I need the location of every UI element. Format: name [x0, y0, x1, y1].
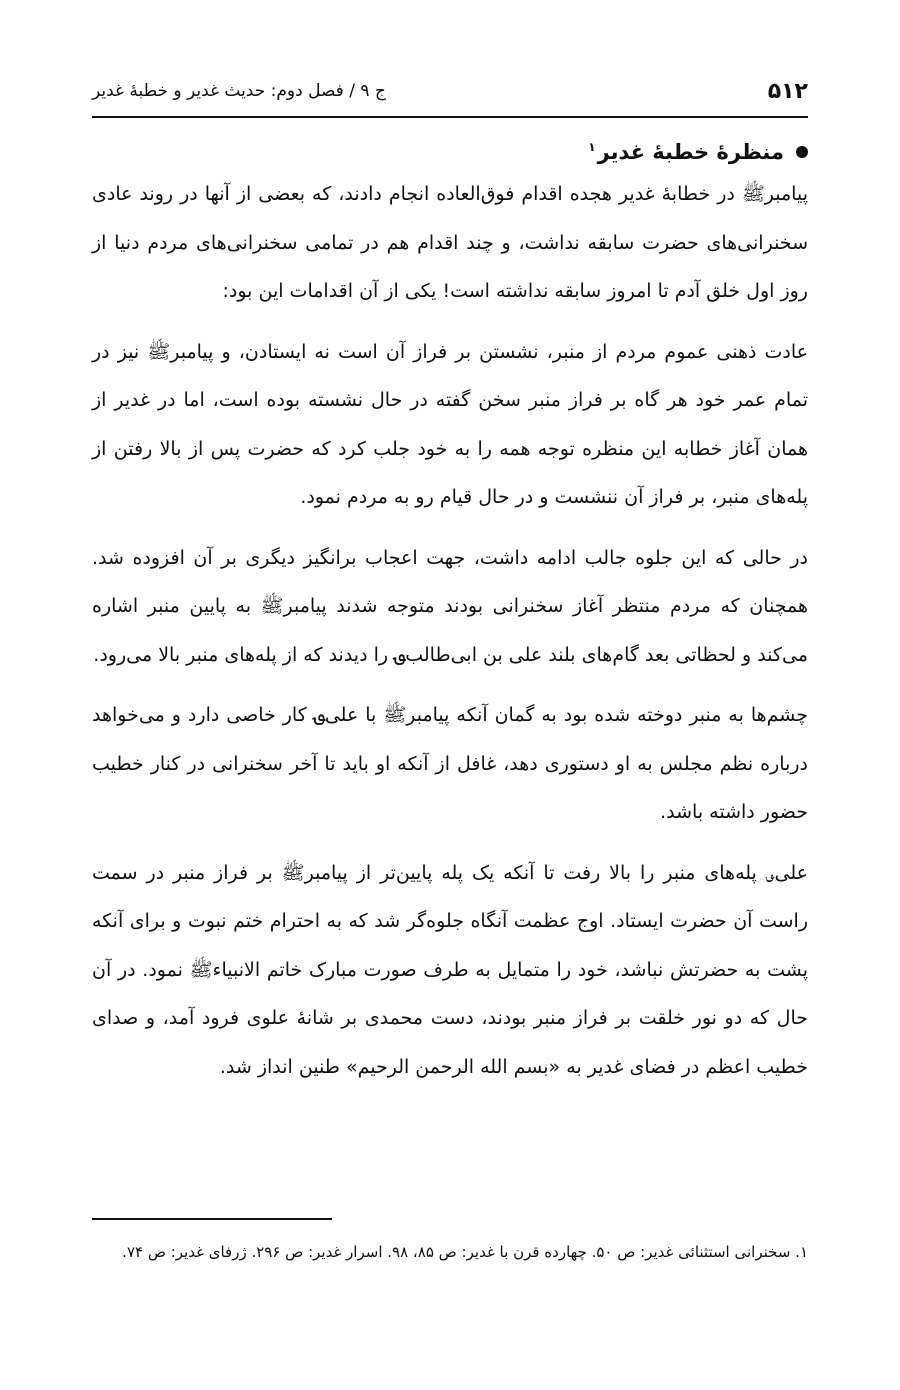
paragraph-5: علی؈ پله‌های منبر را بالا رفت تا آنکه یک پله پایین‌تر از پیامبرﷺ بر فراز منبر در سمت راست آن حضرت ایستاد. اوج عظمت آنگاه جلوه‌گر شد که به احترام ختم نبوت و برای آنکه پشت به حضرتش نباشد، خود را متمایل به طرف صورت مبارک خاتم الانبیاءﷺ نمود. در آن حال که دو نور خلقت بر فراز منبر بودند، دست محمدی بر شانهٔ علوی فرود آمد، و صدای خطیب اعظم در فضای غدیر به «بسم الله الرحمن الرحیم» طنین انداز شد.	[92, 861, 808, 1078]
paragraph-1: پیامبرﷺ در خطابهٔ غدیر هجده اقدام فوق‌العاده انجام دادند، که بعضی از آنها در روند عادی سخنرانی‌های حضرت سابقه نداشت، و چند اقدام هم در تمامی سخنرانی‌های مردم دنیا از روز اول خلق آدم تا امروز سابقه نداشته است! یکی از آن اقدامات این بود:	[92, 183, 808, 302]
section-heading	[92, 140, 808, 164]
header-divider	[92, 116, 808, 118]
bullet-icon	[796, 146, 808, 158]
running-head	[92, 74, 808, 108]
heading-label: منظرهٔ خطبهٔ غدیر	[597, 140, 784, 164]
footnote-divider	[92, 1218, 332, 1220]
footnote: ۱. سخنرانی استثنائی غدیر: ص ۵۰. چهارده قرن با غدیر: ص ۸۵، ۹۸. اسرار غدیر: ص ۲۹۶. ژرفای غدیر: ص ۷۴.	[122, 1243, 808, 1261]
paragraph-2: عادت ذهنی عموم مردم از منبر، نشستن بر فراز آن است نه ایستادن، و پیامبرﷺ نیز در تمام عمر خود هر گاه بر فراز منبر سخن گفته در حال نشسته بوده است، اما در غدیر از همان آغاز خطابه این منظره توجه همه را به خود جلب کرد که حضرت پس از بالا رفتن از پله‌های منبر، بر فراز آن ننشست و در حال قیام رو به مردم نمود.	[92, 340, 808, 508]
running-title: ج ۹ / فصل دوم: حدیث غدیر و خطبهٔ غدیر	[92, 81, 386, 101]
page-number: ۵۱۲	[767, 78, 808, 104]
page-body	[92, 140, 808, 1103]
paragraph-3: در حالی که این جلوه جالب ادامه داشت، جهت اعجاب برانگیز دیگری بر آن افزوده شد. همچنان که مردم منتظر آغاز سخنرانی بودند متوجه شدند پیامبرﷺ به پایین منبر اشاره می‌کند و لحظاتی بعد گام‌های بلند علی بن ابی‌طالب؈ را دیدند که از پله‌های منبر بالا می‌رود.	[92, 546, 808, 666]
book-page	[92, 0, 808, 1390]
section-heading-text	[588, 140, 784, 164]
paragraph-4: چشم‌ها به منبر دوخته شده بود به گمان آنکه پیامبرﷺ با علی؈ کار خاصی دارد و می‌خواهد درباره نظم مجلس به او دستوری دهد، غافل از آنکه او باید تا آخر سخنرانی در کنار خطیب حضور داشته باشد.	[92, 704, 808, 823]
footnote-marker[interactable]: ۱	[588, 140, 596, 154]
